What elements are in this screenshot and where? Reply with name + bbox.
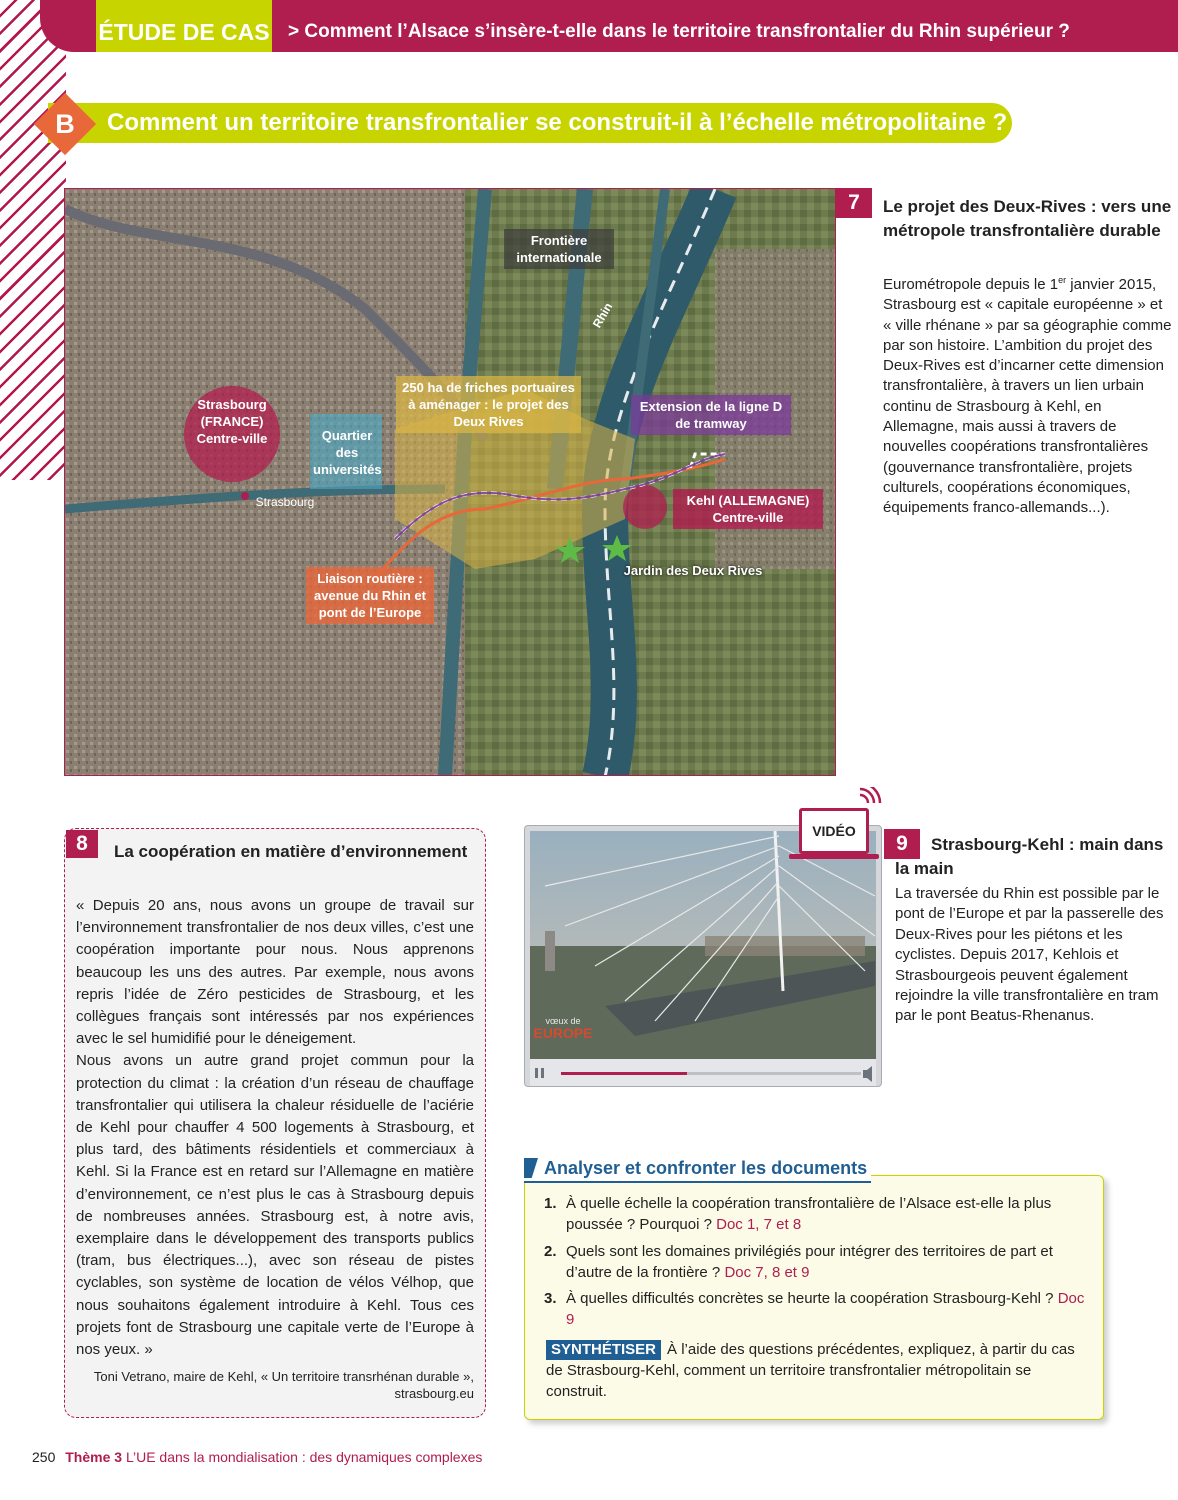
doc-reference-link[interactable]: Doc 9 xyxy=(566,1290,1085,1328)
map-label-road: Liaison routière : avenue du Rhin et pont de l’Europe xyxy=(306,567,434,624)
map-label-rhine: Rhin xyxy=(589,300,616,331)
doc7-text xyxy=(883,270,1173,519)
aerial-map xyxy=(64,188,836,776)
video-player[interactable] xyxy=(524,825,882,1087)
analysis-title: Analyser et confronter les documents xyxy=(524,1155,871,1183)
video-thumbnail xyxy=(525,826,881,1086)
kehl-center-circle xyxy=(623,485,667,529)
synthesis-tag: SYNTHÉTISER xyxy=(546,1340,661,1360)
part-b-title: Comment un territoire transfrontalier se construit-il à l’échelle métropolitaine ? xyxy=(107,109,1008,136)
question-1 xyxy=(544,1193,1086,1235)
map-label-kehl-center: Kehl (ALLEMAGNE) Centre-ville xyxy=(673,489,823,529)
doc9-text: La traversée du Rhin est possible par le pont de l’Europe et par la passerelle des Deux-Rives pour les piétons et les cyclistes. Depuis 2017, Kehlois et Strasbourgeois peuvent également rejoindre la ville transfrontalière en tram par le pont Beatus-Rhenanus. xyxy=(895,885,1164,1025)
part-b-letter: B xyxy=(55,109,75,139)
doc7-number: 7 xyxy=(836,188,872,218)
question-number: 3. xyxy=(544,1290,557,1307)
map-label-strasbourg-pin: Strasbourg xyxy=(255,495,315,509)
video-caption-europe: EUROPE xyxy=(533,1025,593,1041)
map-label-frontier: Frontière internationale xyxy=(504,229,614,269)
map-label-strasbourg-center: Strasbourg (FRANCE) Centre-ville xyxy=(196,397,268,446)
doc7-superscript: er xyxy=(1058,275,1067,285)
doc7-text-start: Eurométropole depuis le 1 xyxy=(883,276,1059,293)
doc8-number: 8 xyxy=(66,830,98,858)
question-text: À quelle échelle la coopération transfrontalière de l’Alsace est-elle la plus poussée ? Pourquoi ? xyxy=(566,1195,1052,1233)
doc8-paragraph-2: Nous avons un autre grand projet commun pour la protection du climat : la création d’un réseau de chauffage transfrontalier qui utilisera la chaleur résiduelle de l’aciérie de Kehl pour chauffer 4 500 logements à Strasbourg, et plus tard, des bâtiments résidentiels et commerciaux à Kehl. Si la France est en retard sur l’Allemagne en matière d’environnement, ce n’est plus le cas à Strasbourg depuis de nombreuses années. Strasbourg est, à notre avis, exemplaire dans le développement des transports publics (tram, bus électriques...), avec son réseau de pistes cyclables, son système de location de vélos Vélhop, que nous souhaitons également introduire à Kehl. Tous ces projets font de Strasbourg une capitale verte de l’Europe à nos yeux. » xyxy=(76,1052,474,1359)
video-caption-small: vœux de xyxy=(545,1016,581,1026)
doc7-title: Le projet des Deux-Rives : vers une métropole transfrontalière durable xyxy=(883,197,1172,240)
page-number: 250 xyxy=(32,1449,56,1465)
question-2 xyxy=(544,1241,1086,1283)
question-number: 2. xyxy=(544,1243,557,1260)
doc-reference-link[interactable]: Doc 1, 7 et 8 xyxy=(716,1216,802,1233)
map-background xyxy=(65,189,836,776)
synthesis xyxy=(546,1339,1086,1402)
map-label-universities: Quartier des universités xyxy=(313,428,382,477)
question-number: 1. xyxy=(544,1195,557,1212)
decorative-stripes xyxy=(0,0,66,480)
synthesis-text: À l’aide des questions précédentes, expliquez, à partir du cas de Strasbourg-Kehl, comment un territoire transfrontalier métropolitain se construit. xyxy=(546,1341,1075,1400)
doc9-title: Strasbourg-Kehl : main dans la main xyxy=(895,835,1164,878)
doc8-paragraph-1: « Depuis 20 ans, nous avons un groupe de travail sur l’environnement transfrontalier de nos deux villes, c’est une coopération importante pour nous. Nous apprenons beaucoup les uns des autres. Par exemple, nous avons repris l’idée de Zéro pesticides de Strasbourg, et les collègues français sont intéressés par nos expériences avec le sel humidifié pour le déneigement. xyxy=(76,897,474,1048)
map-label-garden: Jardin des Deux Rives xyxy=(623,563,763,578)
doc-reference-link[interactable]: Doc 7, 8 et 9 xyxy=(724,1264,810,1281)
question-text: À quelles difficultés concrètes se heurte la coopération Strasbourg-Kehl ? xyxy=(566,1290,1054,1307)
page-footer xyxy=(32,1449,482,1465)
doc8-text xyxy=(76,895,474,1361)
map-label-friches: 250 ha de friches portuaires à aménager : le projet des Deux Rives xyxy=(396,376,581,433)
doc9-number: 9 xyxy=(884,829,920,859)
doc8-source: Toni Vetrano, maire de Kehl, « Un territoire transrhénan durable », strasbourg.eu xyxy=(93,1369,474,1401)
video-badge-base xyxy=(789,854,879,859)
doc7-text-rest: janvier 2015, Strasbourg est « capitale européenne » et « ville rhénane » par sa géographie comme par son histoire. L’ambition du projet des Deux-Rives est d’incarner cette dimension transfrontalière, à travers un lien urbain continu de Strasbourg à Kehl, en Allemagne, mais aussi à travers de nouvelles coopérations transfrontalières (gouvernance transfrontalière, projets culturels, coopérations économiques, équipements franco-allemands...). xyxy=(883,276,1172,517)
video-progress-fill xyxy=(561,1072,687,1075)
question-text: Quels sont les domaines privilégiés pour intégrer des territoires de part et d’autre de la frontière ? xyxy=(566,1243,1053,1281)
broadcast-icon xyxy=(856,787,884,813)
map-label-tram: Extension de la ligne D de tramway xyxy=(631,395,791,435)
header-question: > Comment l’Alsace s’insère-t-elle dans le territoire transfrontalier du Rhin supérieur ? xyxy=(288,21,1070,42)
section-label: ÉTUDE DE CAS xyxy=(96,0,272,52)
question-3 xyxy=(544,1288,1086,1330)
doc8-title: La coopération en matière d’environnement xyxy=(114,842,468,861)
footer-theme: Thème 3 xyxy=(65,1449,123,1465)
footer-title: L’UE dans la mondialisation : des dynamiques complexes xyxy=(125,1449,483,1465)
video-badge[interactable]: VIDÉO xyxy=(799,808,869,854)
